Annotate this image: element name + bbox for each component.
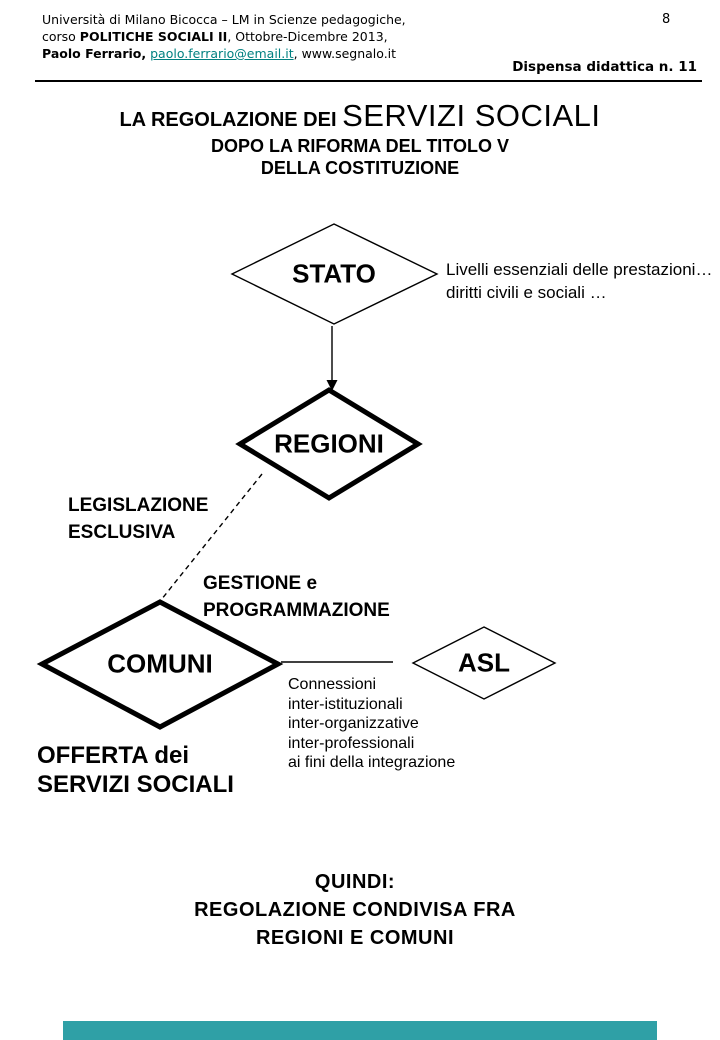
conclusion-line1: QUINDI: — [314, 871, 396, 893]
legislazione-line2: ESCLUSIVA — [68, 522, 176, 543]
header-line-university: Università di Milano Bicocca – LM in Scienze pedagogiche, — [42, 12, 406, 27]
website-text: , www.segnalo.it — [293, 46, 397, 61]
conclusion-line3: REGIONI E COMUNI — [255, 927, 454, 949]
offerta-line1: OFFERTA dei — [37, 742, 189, 769]
gestione-line2: PROGRAMMAZIONE — [203, 600, 390, 621]
connessioni-line1: Connessioni — [288, 676, 377, 693]
title-large: SERVIZI SOCIALI — [342, 98, 601, 133]
node-label-asl: ASL — [458, 647, 510, 678]
conclusion-block — [30, 868, 680, 952]
legislazione-label — [68, 492, 208, 546]
node-label-stato: STATO — [292, 258, 376, 289]
doc-label: Dispensa didattica n. 11 — [512, 59, 697, 75]
title-small: LA REGOLAZIONE DEI — [119, 109, 343, 131]
gestione-label — [203, 570, 390, 624]
course-name: POLITICHE SOCIALI II — [79, 29, 228, 44]
stato-note-line1: Livelli essenziali delle prestazioni… — [446, 260, 713, 279]
node-label-comuni: COMUNI — [107, 648, 213, 679]
connessioni-line2: inter-istituzionali — [288, 695, 403, 713]
author-name: Paolo Ferrario, — [42, 46, 147, 61]
connessioni-note — [288, 675, 455, 773]
page-number: 8 — [662, 12, 671, 27]
connessioni-line5: ai fini della integrazione — [288, 754, 456, 771]
connessioni-line4: inter-professionali — [288, 734, 415, 752]
offerta-line2: SERVIZI SOCIALI — [37, 771, 234, 798]
stato-note-line2: diritti civili e sociali … — [446, 283, 607, 302]
legislazione-line1: LEGISLAZIONE — [68, 495, 209, 516]
gestione-line1: GESTIONE e — [203, 573, 318, 594]
connessioni-line3: inter-organizzative — [288, 715, 419, 732]
course-suffix: , Ottobre-Dicembre 2013, — [227, 29, 388, 44]
offerta-label — [37, 741, 234, 799]
course-prefix: corso — [42, 29, 80, 44]
stato-note — [446, 258, 712, 304]
email-link[interactable]: paolo.ferrario@email.it — [150, 46, 294, 61]
node-label-regioni: REGIONI — [274, 428, 384, 459]
footer-bar — [63, 1021, 657, 1040]
page-subtitle-1: DOPO LA RIFORMA DEL TITOLO V — [210, 136, 509, 156]
page-subtitle-2: DELLA COSTITUZIONE — [260, 158, 460, 178]
conclusion-line2: REGOLAZIONE CONDIVISA FRA — [194, 899, 516, 921]
